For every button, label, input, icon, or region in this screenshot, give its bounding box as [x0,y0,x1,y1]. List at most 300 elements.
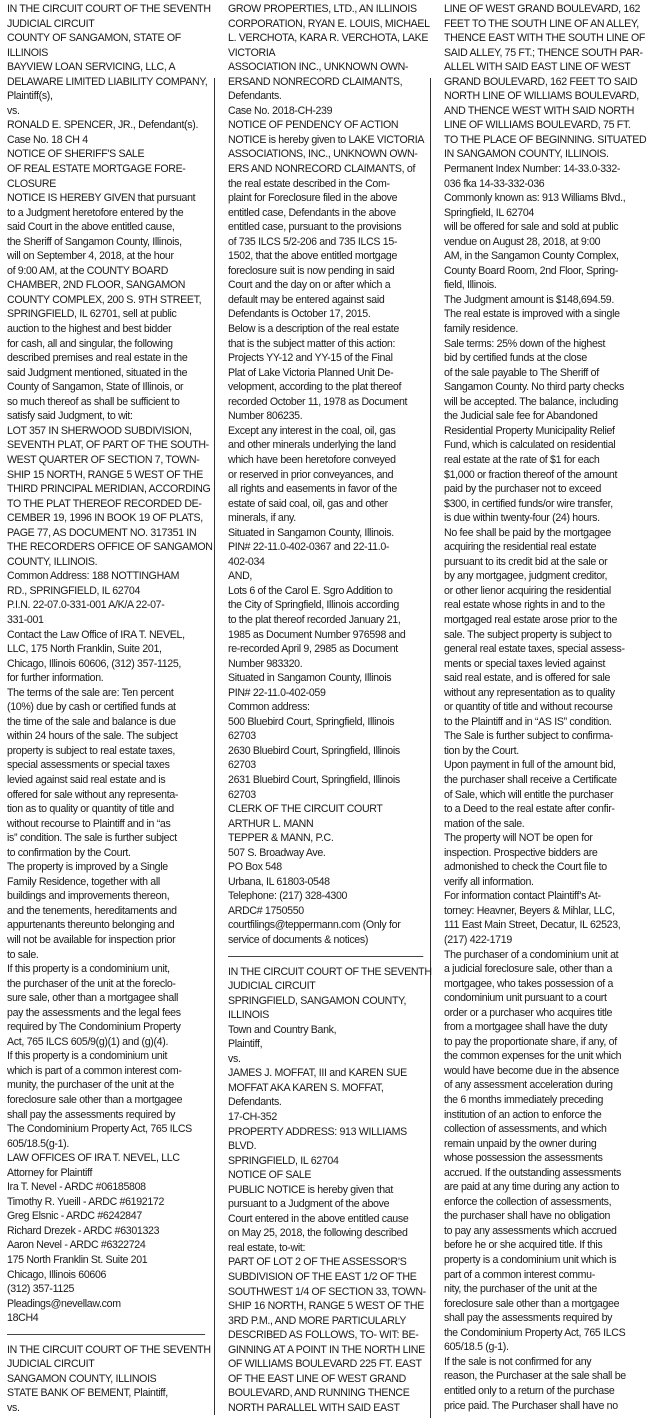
notice-text-line: OF WILLIAMS BOULEVARD 225 FT. EAST [228,1358,422,1371]
notice-text-line: the real estate described in the Com- [228,177,390,190]
notice-text-line: general real estate taxes, special assess- [444,643,625,656]
notice-text-line: MOFFAT AKA KAREN S. MOFFAT, [228,1081,384,1094]
notice-text-line: to pay any assessments which accrued [444,1224,617,1237]
notice-text-line: 1502, that the above entitled mortgage [228,250,398,263]
notice-text-line: TEPPER & MANN, P.C. [228,832,334,845]
notice-text-line: The terms of the sale are: Ten percent [7,686,174,699]
notice-text-line: velopment, according to the plat thereof [228,381,402,394]
notice-text-line: price paid. The Purchaser shall have no [444,1399,618,1412]
notice-text-line: GINNING AT A POINT IN THE NORTH LINE [228,1343,425,1356]
notice-text-line: 111 East Main Street, Decatur, IL 62523, [444,919,621,932]
notice-bayview-loan [7,2,211,1326]
notice-text-line: 500 Bluebird Court, Springfield, Illinois [228,715,395,728]
notice-text-line: a judicial foreclosure sale, other than a [444,963,613,976]
notice-text-line: will be accepted. The balance, including [444,395,619,408]
notice-text-line: Plaintiff(s), [7,90,53,103]
notice-text-line: pay the assessments and the legal fees [7,1006,181,1019]
notice-text-line: admonished to check the Court file to [444,861,607,874]
notice-text-line: 62703 [228,730,256,743]
notice-text-line: Town and Country Bank, [228,1023,337,1036]
notice-text-line: vs. [7,1401,20,1414]
notice-text-line: the time of the sale and balance is due [7,715,176,728]
notice-text-line: Springfield, IL 62704 [444,206,534,219]
notice-text-line: foreclosure sale other than a mortgagee [444,1297,620,1310]
notice-text-line: DESCRIBED AS FOLLOWS, TO- WIT: BE- [228,1329,419,1342]
notice-text-line: part of a common interest commu- [444,1268,595,1281]
notice-separator [228,956,423,957]
notice-text-line: inspection. Prospective bidders are [444,846,598,859]
notice-text-line: Aaron Nevel - ARDC #6322724 [7,1239,146,1252]
notice-text-line: paid by the purchaser not to exceed [444,483,602,496]
notice-text-line: for cash, all and singular, the following [7,337,173,350]
notice-text-line: ASSOCIATION INC., UNKNOWN OWN- [228,61,409,74]
notice-text-line: VICTORIA [228,46,276,59]
notice-text-line: will be offered for sale and sold at public [444,221,619,234]
notice-text-line: Greg Elsnic - ARDC #6242847 [7,1210,142,1223]
notice-text-line: from a mortgagee shall have the duty [444,1021,608,1034]
notice-text-line: County of Sangamon, State of Illinois, or [7,381,184,394]
notice-text-line: FEET TO THE SOUTH LINE OF AN ALLEY, [444,17,639,30]
notice-text-line: the 6 months immediately preceding [444,1094,604,1107]
notice-text-line: RD., SPRINGFIELD, IL 62704 [7,584,141,597]
notice-text-line: CEMBER 19, 1996 IN BOOK 19 OF PLATS, [7,512,203,525]
notice-text-line: COUNTY, ILLINOIS. [7,555,98,568]
notice-text-line: 2631 Bluebird Court, Springfield, Illinois [228,773,400,786]
notice-text-line: WEST QUARTER OF SECTION 7, TOWN- [7,453,200,466]
notice-text-line: courtfilings@teppermann.com (Only for [228,919,401,932]
notice-text-line: AND, [228,570,253,583]
notice-text-line: If this property is a condominium unit, [7,963,170,976]
notice-text-line: BOULEVARD, AND RUNNING THENCE [228,1387,410,1400]
notice-text-line: mortgagee, who takes possession of a [444,977,614,990]
notice-text-line: The purchaser of a condominium unit at [444,948,619,961]
notice-text-line: which is part of a common interest com- [7,1064,182,1077]
notice-text-line: CORPORATION, RYAN E. LOUIS, MICHAEL [228,17,430,30]
notice-text-line: reason, the Purchaser at the sale shall be [444,1370,626,1383]
notice-text-line: would have become due in the absence [444,1064,619,1077]
notice-text-line: Ira T. Nevel - ARDC #06185808 [7,1181,146,1194]
notice-text-line: Except any interest in the coal, oil, gas [228,424,396,437]
notice-text-line: PART OF LOT 2 OF THE ASSESSOR’S [228,1256,407,1269]
column-divider [214,78,215,1415]
notice-text-line: Telephone: (217) 328-4300 [228,890,348,903]
notice-text-line: JAMES J. MOFFAT, III and KAREN SUE [228,1067,407,1080]
notice-text-line: the purchaser of the unit at the foreclo- [7,977,176,990]
notice-text-line: the City of Springfield, Illinois according [228,599,399,612]
notice-text-line: Residential Property Municipality Relief [444,424,615,437]
notice-text-line: enforce the collection of assessments, [444,1195,612,1208]
notice-text-line: so much thereof as shall be sufficient to [7,395,180,408]
notice-town-country-bank [228,965,433,1416]
notice-text-line: real estate, to-wit: [228,1241,306,1254]
notice-text-line: If this property is a condominium unit [7,1050,168,1063]
notice-text-line: 331-001 [7,613,44,626]
notice-text-line: LLC, 175 North Franklin, Suite 201, [7,643,162,656]
notice-text-line: levied against said real estate and is [7,773,166,786]
notice-text-line: 17-CH-352 [228,1111,277,1124]
notice-text-line: 175 North Franklin St. Suite 201 [7,1254,148,1267]
notice-text-line: Defendants is October 17, 2015. [228,308,371,321]
notice-text-line: SOUTHWEST 1/4 OF SECTION 33, TOWN- [228,1285,426,1298]
notice-text-line: before he or she acquired title. If this [444,1239,603,1252]
notice-text-line: RONALD E. SPENCER, JR., Defendant(s). [7,119,199,132]
notice-text-line: by any mortgagee, judgment creditor, [444,570,608,583]
notice-text-line: LOT 357 IN SHERWOOD SUBDIVISION, [7,424,192,437]
notice-text-line: or quantity of title and without recourse [444,701,613,714]
notice-text-line: If the sale is not confirmed for any [444,1355,592,1368]
notice-text-line: 62703 [228,788,256,801]
notice-text-line: GRAND BOULEVARD, 162 FEET TO SAID [444,75,638,88]
column-1 [7,2,211,1416]
notice-text-line: Common address: [228,701,310,714]
notice-text-line: that is the subject matter of this action: [228,337,396,350]
notice-text-line: acquiring the residential real estate [444,541,597,554]
notice-text-line: Common Address: 188 NOTTINGHAM [7,570,180,583]
notice-text-line: will on September 4, 2018, at the hour [7,250,174,263]
notice-text-line: SPRINGFIELD, IL 62701, sell at public [7,308,177,321]
notice-text-line: LINE OF WILLIAMS BOULEVARD, 75 FT. [444,119,631,132]
notice-text-line: BAYVIEW LOAN SERVICING, LLC, A [7,61,176,74]
notice-text-line: said real estate, and is offered for sale [444,672,611,685]
notice-text-line: The Sale is further subject to confirma- [444,730,613,743]
notice-text-line: 3RD P.M., AND MORE PARTICULARLY [228,1314,407,1327]
notice-text-line: JUDICIAL CIRCUIT [7,1358,95,1371]
notice-text-line: (312) 357-1125 [7,1283,75,1296]
notice-text-line: NORTH LINE OF WILLIAMS BOULEVARD, [444,90,639,103]
notice-text-line: without recourse to Plaintiff and in “as [7,817,171,830]
notice-text-line: to a Judgment heretofore entered by the [7,206,184,219]
notice-text-line: pursuant to its credit bid at the sale or [444,555,608,568]
notice-text-line: ILLINOIS [228,1009,269,1022]
notice-text-line: Family Residence, together with all [7,875,160,888]
notice-text-line: SAID ALLEY, 75 FT.; THENCE SOUTH PAR- [444,46,643,59]
notice-text-line: DELAWARE LIMITED LIABILITY COMPANY, [7,75,208,88]
notice-text-line: Sale terms: 25% down of the highest [444,337,606,350]
notice-text-line: IN THE CIRCUIT COURT OF THE SEVENTH [7,3,211,15]
notice-text-line: nity, the purchaser of the unit at the [444,1283,597,1296]
notice-text-line: COUNTY OF SANGAMON, STATE OF [7,32,181,45]
notice-text-line: P.I.N. 22-07.0-331-001 A/K/A 22-07- [7,599,165,612]
notice-text-line: Sangamon County. No third party checks [444,381,624,394]
notice-text-line: accrued. If the outstanding assessments [444,1166,621,1179]
notice-text-line: of the sale payable to The Sheriff of [444,366,599,379]
notice-text-line: of Sale, which will entitle the purchaser [444,788,614,801]
notice-text-line: ALLEL WITH SAID EAST LINE OF WEST [444,61,631,74]
notice-text-line: Case No. 2018-CH-239 [228,104,333,117]
notice-text-line: 2630 Bluebird Court, Springfield, Illinois [228,744,400,757]
notice-text-line: 605/18.5(g-1). [7,1137,69,1150]
notice-text-line: mortgaged real estate arose prior to the [444,613,618,626]
notice-text-line: PAGE 77, AS DOCUMENT NO. 317351 IN [7,526,197,539]
notice-separator [7,1334,205,1335]
notice-text-line: SANGAMON COUNTY, ILLINOIS [7,1372,157,1385]
notice-text-line: IN THE CIRCUIT COURT OF THE SEVENTH [228,965,432,978]
notice-text-line: ASSOCIATIONS, INC., UNKNOWN OWN- [228,148,418,161]
notice-text-line: said Court in the above entitled cause, [7,221,175,234]
notice-text-line: of any assessment acceleration during [444,1079,613,1092]
notice-text-line: SPRINGFIELD, SANGAMON COUNTY, [228,994,407,1007]
notice-text-line: 605/18.5 (g-1). [444,1341,509,1354]
notice-text-line: $1,000 or fraction thereof of the amount [444,468,618,481]
notice-text-line: entitled case, pursuant to the provisions [228,221,402,234]
notice-text-line: Chicago, Illinois 60606 [7,1268,107,1281]
notice-text-line: 402-034 [228,555,265,568]
notice-text-line: sure sale, other than a mortgagee shall [7,992,179,1005]
notice-text-line: The Judgment amount is $148,694.59. [444,293,615,306]
notice-text-line: Court entered in the above entitled cause [228,1212,409,1225]
notice-text-line: SEVENTH PLAT, OF PART OF THE SOUTH- [7,439,209,452]
notice-text-line: TO THE PLACE OF BEGINNING. SITUATED [444,133,647,146]
notice-text-line: SUBDIVISION OF THE EAST 1/2 OF THE [228,1271,417,1284]
notice-text-line: default may be entered against said [228,293,385,306]
notice-text-line: IN SANGAMON COUNTY, ILLINOIS. [444,148,609,161]
notice-text-line: real estate at the rate of $1 for each [444,453,600,466]
notice-text-line: L. VERCHOTA, KARA R. VERCHOTA, LAKE [228,32,429,45]
notice-text-line: said Judgment mentioned, situated in the [7,366,188,379]
notice-text-line: all rights and easements in favor of the [228,483,397,496]
notice-text-line: buildings and improvements thereon, [7,890,170,903]
notice-text-line: service of documents & notices) [228,934,369,946]
notice-town-country-bank-continued [444,2,649,1413]
notice-text-line: Number 806235. [228,410,303,423]
notice-text-line: real estate whose rights in and to the [444,599,605,612]
notice-text-line: PROPERTY ADDRESS: 913 WILLIAMS [228,1125,407,1138]
notice-text-line: for further information. [7,672,104,685]
notice-text-line: SHIP 15 NORTH, RANGE 5 WEST OF THE [7,468,203,481]
notice-text-line: condominium unit pursuant to a court [444,992,607,1005]
notice-text-line: field, Illinois. [444,279,497,292]
notice-text-line: minerals, if any. [228,512,296,525]
notice-text-line: the purchaser shall receive a Certificate [444,773,617,786]
notice-text-line: the Judicial sale fee for Abandoned [444,410,598,423]
notice-text-line: foreclosure suit is now pending in said [228,264,395,277]
notice-text-line: shall pay the assessments required by [7,1108,176,1121]
notice-text-line: THENCE EAST WITH THE SOUTH LINE OF [444,32,646,45]
notice-text-line: to the plat thereof recorded January 21, [228,613,401,626]
notice-text-line: to a Deed to the real estate after confir- [444,803,615,816]
notice-text-line: Contact the Law Office of IRA T. NEVEL, [7,628,185,641]
notice-text-line: within 24 hours of the sale. The subject [7,730,178,743]
notice-text-line: (10%) due by cash or certified funds at [7,701,176,714]
notice-text-line: are paid at any time during any action to [444,1181,620,1194]
notice-text-line: NOTICE OF SHERIFF'S SALE [7,148,145,161]
notice-text-line: CHAMBER, 2ND FLOOR, SANGAMON [7,279,186,292]
notice-text-line: The Condominium Property Act, 765 ILCS [7,1123,192,1136]
notice-text-line: bid by certified funds at the close [444,352,587,365]
notice-text-line: PIN# 22-11.0-402-059 [228,686,326,699]
notice-text-line: The property is improved by a Single [7,861,168,874]
notice-text-line: without any representation as to quality [444,686,615,699]
notice-text-line: verify all information. [444,875,534,888]
notice-text-line: GROW PROPERTIES, LTD., AN ILLINOIS [228,3,417,15]
notice-text-line: or other lienor acquiring the residential [444,584,611,597]
notice-text-line: on May 25, 2018, the following described [228,1227,408,1240]
notice-text-line: Defendants. [228,1096,282,1109]
notice-text-line: NOTICE OF SALE [228,1169,312,1182]
notice-text-line: Plaintiff, [228,1038,263,1051]
notice-text-line: torney: Heavner, Beyers & Mihlar, LLC, [444,904,615,917]
notice-text-line: 62703 [228,759,256,772]
notice-text-line: SPRINGFIELD, IL 62704 [228,1154,339,1167]
notice-text-line: estate of said coal, oil, gas and other [228,497,388,510]
notice-text-line: For information contact Plaintiff’s At- [444,890,601,903]
notice-text-line: shall pay the assessments required by [444,1312,613,1325]
notice-text-line: entitled only to a return of the purchase [444,1384,615,1397]
notice-text-line: Pleadings@nevellaw.com [7,1297,121,1310]
column-2 [228,2,433,1416]
notice-text-line: the purchaser shall have no obligation [444,1210,611,1223]
notice-text-line: The property will NOT be open for [444,832,593,845]
notice-text-line: County Board Room, 2nd Floor, Spring- [444,264,619,277]
notice-text-line: ments or special taxes levied against [444,657,606,670]
notice-text-line: THIRD PRINCIPAL MERIDIAN, ACCORDING [7,483,211,496]
notice-text-line: LAW OFFICES OF IRA T. NEVEL, LLC [7,1152,180,1165]
notice-text-line: Attorney for Plaintiff [7,1166,93,1179]
notice-text-line: 036 fka 14-33-332-036 [444,177,545,190]
notice-text-line: and other minerals underlying the land [228,439,396,452]
notice-text-line: is due within twenty-four (24) hours. [444,512,600,525]
notice-text-line: ERSAND NONRECORD CLAIMANTS, [228,75,403,88]
notice-text-line: will not be available for inspection prior [7,934,176,946]
notice-text-line: remain unpaid by the owner during [444,1137,597,1150]
notice-text-line: family residence. [444,323,518,336]
notice-text-line: required by The Condominium Property [7,1021,181,1034]
notice-text-line: whose possession the assessments [444,1152,603,1165]
notice-state-bank-bement [7,1343,211,1416]
notice-text-line: No fee shall be paid by the mortgagee [444,526,611,539]
notice-text-line: $300, in certified funds/or wire transfer, [444,497,613,510]
notice-text-line: 507 S. Broadway Ave. [228,846,326,859]
notice-text-line: TO THE PLAT THEREOF RECORDED DE- [7,497,202,510]
notice-text-line: Fund, which is calculated on residential [444,439,616,452]
notice-text-line: to confirmation by the Court. [7,846,131,859]
notice-text-line: mation of the sale. [444,817,525,830]
notice-text-line: ILLINOIS [7,46,48,59]
notice-text-line: vs. [7,104,20,117]
notice-text-line: The real estate is improved with a single [444,308,620,321]
notice-text-line: property is a condominium unit which is [444,1254,617,1267]
notice-text-line: ERS AND NONRECORD CLAIMANTS, of [228,163,416,176]
notice-text-line: institution of an action to enforce the [444,1108,602,1121]
notice-text-line: to pay the proportionate share, if any, of [444,1035,617,1048]
notice-text-line: Case No. 18 CH 4 [7,133,88,146]
notice-text-line: Projects YY-12 and YY-15 of the Final [228,352,393,365]
notice-text-line: of 735 ILCS 5/2-206 and 735 ILCS 15- [228,235,398,248]
notice-text-line: to the Plaintiff and in “AS IS” condition. [444,715,612,728]
notice-text-line: recorded October 11, 1978 as Document [228,395,408,408]
notice-text-line: vs. [228,1052,241,1065]
notice-text-line: STATE BANK OF BEMENT, Plaintiff, [7,1387,168,1400]
notice-text-line: pursuant to a Judgment of the above [228,1198,390,1211]
notice-text-line: and the tenements, hereditaments and [7,904,177,917]
notice-text-line: LINE OF WEST GRAND BOULEVARD, 162 [444,3,641,15]
notice-text-line: tion as to quality or quantity of title and [7,803,174,816]
notice-text-line: NORTH PARALLEL WITH SAID EAST [228,1401,400,1414]
notice-text-line: Lots 6 of the Carol E. Sgro Addition to [228,584,393,597]
notice-text-line: or reserved in prior conveyances, and [228,468,394,481]
notice-text-line: Richard Drezek - ARDC #6301323 [7,1224,160,1237]
notice-text-line: CLERK OF THE CIRCUIT COURT [228,803,383,816]
notice-text-line: Chicago, Illinois 60606, (312) 357-1125, [7,657,182,670]
notice-text-line: AM, in the Sangamon County Complex, [444,250,619,263]
notice-text-line: ARDC# 1750550 [228,904,304,917]
notice-text-line: Commonly known as: 913 Williams Blvd., [444,192,626,205]
notice-text-line: munity, the purchaser of the unit at the [7,1079,174,1092]
notice-text-line: vendue on August 28, 2018, at 9:00 [444,235,601,248]
notice-text-line: entitled case, Defendants in the above [228,206,396,219]
notice-text-line: described premises and real estate in the [7,352,188,365]
notice-text-line: order or a purchaser who acquires title [444,1006,613,1019]
notice-text-line: is” condition. The sale is further subject [7,832,177,845]
notice-text-line: JUDICIAL CIRCUIT [7,17,95,30]
notice-text-line: OF REAL ESTATE MORTGAGE FORE- [7,163,186,176]
notice-text-line: BLVD. [228,1140,257,1153]
notice-text-line: CLOSURE [7,177,56,190]
notice-text-line: which have been heretofore conveyed [228,453,396,466]
notice-text-line: sale. The subject property is subject to [444,628,612,641]
notice-text-line: the Condominium Property Act, 765 ILCS [444,1326,626,1339]
notice-text-line: Permanent Index Number: 14-33.0-332- [444,163,621,176]
notice-text-line: IN THE CIRCUIT COURT OF THE SEVENTH [7,1343,211,1356]
notice-text-line: Defendants. [228,90,282,103]
notice-text-line: NOTICE is hereby given to LAKE VICTORIA [228,133,425,146]
notice-text-line: Plat of Lake Victoria Planned Unit De- [228,366,394,379]
notice-text-line: Below is a description of the real estate [228,323,399,336]
notice-text-line: 18CH4 [7,1312,39,1325]
column-3 [444,2,649,1413]
notice-text-line: to sale. [7,948,39,961]
notice-text-line: Urbana, IL 61803-0548 [228,875,330,888]
notice-text-line: appurtenants thereunto belonging and [7,919,175,932]
notice-text-line: NOTICE OF PENDENCY OF ACTION [228,119,399,132]
notice-text-line: the common expenses for the unit which [444,1050,622,1063]
notice-text-line: (217) 422-1719 [444,934,512,946]
notice-text-line: Upon payment in full of the amount bid, [444,759,616,772]
notice-text-line: property is subject to real estate taxes, [7,744,176,757]
notice-text-line: the Sheriff of Sangamon County, Illinois, [7,235,182,248]
notice-text-line: OF THE EAST LINE OF WEST GRAND [228,1372,407,1385]
notice-text-line: PO Box 548 [228,861,282,874]
notice-text-line: COUNTY COMPLEX, 200 S. 9TH STREET, [7,293,202,306]
notice-text-line: of 9:00 AM, at the COUNTY BOARD [7,264,169,277]
notice-text-line: Court and the day on or after which a [228,279,391,292]
notice-text-line: ARTHUR L. MANN [228,817,314,830]
notice-text-line: PIN# 22-11.0-402-0367 and 22-11.0- [228,541,390,554]
notice-text-line: collection of assessments, and which [444,1123,607,1136]
notice-text-line: SHIP 16 NORTH, RANGE 5 WEST OF THE [228,1300,424,1313]
notice-text-line: Act, 765 ILCS 605/9(g)(1) and (g)(4). [7,1035,169,1048]
notice-text-line: 1985 as Document Number 976598 and [228,628,406,641]
notice-text-line: tion by the Court. [444,744,519,757]
notice-text-line: THE RECORDERS OFFICE OF SANGAMON [7,541,213,554]
notice-text-line: Situated in Sangamon County, Illinois. [228,526,394,539]
notice-text-line: PUBLIC NOTICE is hereby given that [228,1183,393,1196]
notice-text-line: AND THENCE WEST WITH SAID NORTH [444,104,635,117]
notice-text-line: re-recorded April 9, 2985 as Document [228,643,398,656]
notice-text-line: NOTICE IS HEREBY GIVEN that pursuant [7,192,196,205]
notice-state-bank-bement-continued [228,2,433,948]
notice-text-line: special assessments or special taxes [7,759,170,772]
notice-text-line: offered for sale without any representa- [7,788,179,801]
notice-text-line: satisfy said Judgment, to wit: [7,410,133,423]
notice-text-line: auction to the highest and best bidder [7,323,172,336]
notice-text-line: plaint for Foreclosure filed in the above [228,192,398,205]
notice-text-line: Number 983320. [228,657,303,670]
notice-text-line: Situated in Sangamon County, Illinois [228,672,392,685]
notice-text-line: foreclosure sale other than a mortgagee [7,1094,183,1107]
notice-text-line: Timothy R. Yueill - ARDC #6192172 [7,1195,165,1208]
notice-text-line: JUDICIAL CIRCUIT [228,980,316,993]
